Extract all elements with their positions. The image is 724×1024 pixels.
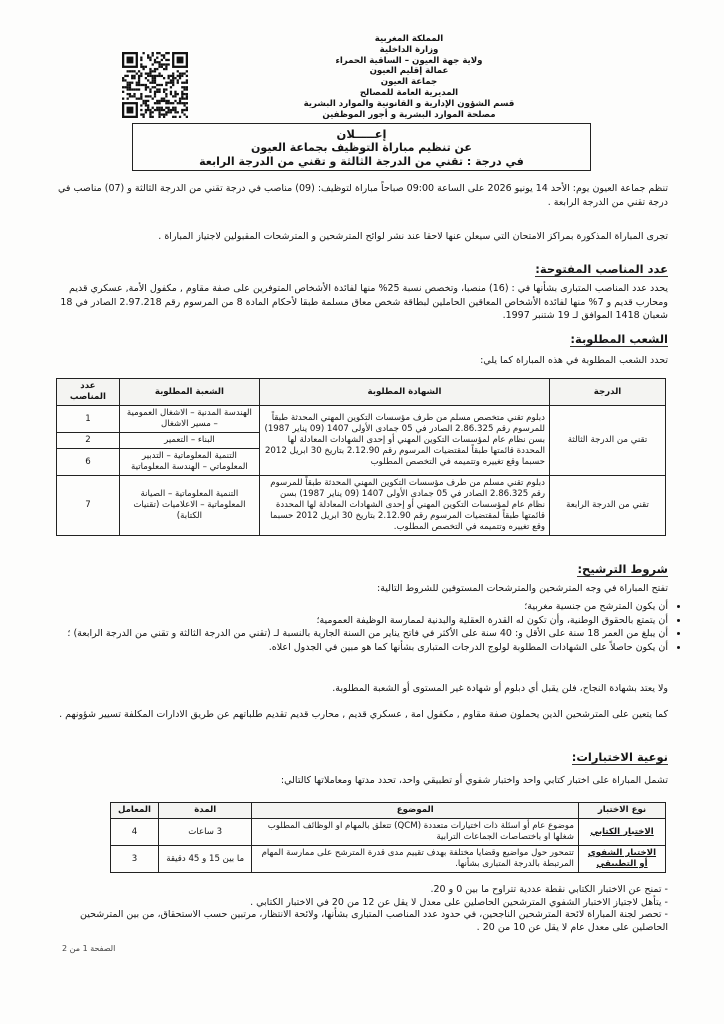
table-row <box>57 476 666 536</box>
letterhead-line: عمالة إقليم العيون <box>369 66 449 77</box>
tests-note: - تمنح عن الاختبار الكتابي نقطة عددية تتراوح ما بين 0 و 20. <box>430 884 668 895</box>
announcement-label: إعـــــلان <box>336 127 387 141</box>
letterhead-line: جماعة العيون <box>380 77 438 88</box>
header-coefficient: المعامل <box>111 803 159 819</box>
branch-cell: البناء – التعمير <box>119 433 259 449</box>
conditions-heading: شروط الترشيح: <box>577 562 668 576</box>
exam-centers-paragraph: تجرى المباراة المذكورة بمراكز الامتحان التي سيعلن عنها لاحقا عند نشر لوائح المترشحين و المترشحات المقبولين لاجتياز المباراة . <box>158 231 668 242</box>
diploma-cell: دبلوم تقني مسلم من طرف مؤسسات التكوين المهني المحدثة طبقاً للمرسوم رقم 2.86.325 الصادر في 05 جمادى الأولى 1407 (09 يناير 1987) بسن نظام عام لمؤسسات التكوين المهني أو إحدى الشهادات المعادلة لها المحددة قائمتها طبقاً لمقتضيات المرسوم رقم 2.12.90 بتاريخ 30 ابريل 2012 حسبما وقع تغييره وتتميمه في التخصص المطلوب. <box>260 476 550 536</box>
tests-notes <box>48 884 668 934</box>
list-item: • أن يكون المترشح من جنسية مغربية؛ <box>56 600 668 614</box>
announcement-subject: عن تنظيم مباراة التوظيف بجماعة العيون <box>251 141 472 154</box>
tests-heading: نوعية الاختبارات: <box>571 750 668 764</box>
qr-code-pattern <box>122 52 188 118</box>
table-row <box>111 846 666 873</box>
branches-heading: الشعب المطلوبة: <box>570 332 668 346</box>
count-cell: 1 <box>57 406 120 433</box>
posts-heading: عدد المناصب المفتوحة: <box>535 262 668 276</box>
list-item: • أن يبلغ من العمر 18 سنة على الأقل و: 40 سنة على الأكثر في فاتح يناير من السنة الجارية بالنسبة لـ (تقني من الدرجة الثالثة و تقني من الدرجة الرابعة) ؛ <box>56 627 668 641</box>
count-cell: 7 <box>57 476 120 536</box>
branch-cell: الهندسة المدنية – الاشغال العمومية – مسير الاشغال <box>119 406 259 433</box>
letterhead <box>279 34 539 120</box>
table-header-row <box>111 803 666 819</box>
letterhead-line: قسم الشؤون الإدارية و القانونية والموارد البشرية <box>303 98 515 109</box>
tests-note: - تحصر لجنة المباراة لائحة المترشحين الناجحين، في حدود عدد المناصب المتبارى بشأنها، ولائحة الانتظار، مرتبين حسب الاستحقاق، من بين المترشحين الحاصلين على معدل عام لا يقل عن 10 من 20 . <box>80 909 668 933</box>
header-duration: المدة <box>158 803 252 819</box>
header-test-type: نوع الاختبار <box>578 803 665 819</box>
test-coefficient-cell: 4 <box>111 819 159 846</box>
branches-intro: تحدد الشعب المطلوبة في هذه المباراة كما يلي: <box>480 355 668 366</box>
tests-intro: تشمل المباراة على اختبار كتابي واحد واختبار شفوي أو تطبيقي واحد، تحدد مدتها ومعاملاتها كالتالي: <box>280 775 668 786</box>
page-number: الصفحة 1 من 2 <box>62 944 116 953</box>
letterhead-line: وزارة الداخلية <box>379 44 439 55</box>
conditions-intro: تفتح المباراة في وجه المترشحين والمترشحات المستوفين للشروط التالية: <box>377 583 668 594</box>
letterhead-line: ولاية جهة العيون – الساقية الحمراء <box>335 55 483 66</box>
letterhead-line: المملكة المغربية <box>374 34 444 44</box>
branch-cell: التنمية المعلوماتية – الصيانة المعلوماتية – الاعلاميات (تقنيات الكتابة) <box>119 476 259 536</box>
table-row <box>57 406 666 433</box>
announcement-box <box>132 123 591 171</box>
branch-cell: التنمية المعلوماتية – التدبير المعلوماتي – الهندسة المعلوماتية <box>119 449 259 476</box>
branches-table <box>56 378 666 536</box>
count-cell: 6 <box>57 449 120 476</box>
header-grade: الدرجة <box>550 379 666 406</box>
table-header-row <box>57 379 666 406</box>
test-type-cell: الاختبار الشفوي أو التطبيقي <box>578 846 665 873</box>
conditions-veterans-note: كما يتعين على المترشحين الدين يحملون صفة مقاوم , مكفول امة , عسكري قديم , محارب قديم تقديم طلباتهم عن طريق الادارات المكلفة تسيير شؤونهم . <box>59 709 668 720</box>
test-type-cell: الاختبار الكتابي <box>578 819 665 846</box>
letterhead-line: مصلحة الموارد البشرية و أجور الموظفين <box>322 109 496 120</box>
header-diploma: الشهادة المطلوبة <box>260 379 550 406</box>
test-coefficient-cell: 3 <box>111 846 159 873</box>
posts-paragraph: يحدد عدد المناصب المتبارى بشأنها في : (16) منصبا، وتخصص نسبة 25% منها لفائدة الأشخاص المتوفرين على صفة مقاوم , مكفول الأمة, عسكري قديم ومحارب قديم و 7% منها لفائدة الأشخاص المعاقين الحاملين لبطاقة شخص معاق مسلمة طبقا لأحكام المادة 8 من المرسوم رقم 2.97.218 الصادر في 18 شعبان 1418 الموافق لـ 19 شتنبر 1997. <box>60 283 668 321</box>
header-count: عدد المناصب <box>57 379 120 406</box>
diploma-cell: دبلوم تقني متخصص مسلم من طرف مؤسسات التكوين المهني المحدثة طبقاً للمرسوم رقم 2.86.325 الصادر في 05 جمادى الأولى 1407 (09 يناير 1987) بسن نظام عام لمؤسسات التكوين المهني أو إحدى الشهادات المعادلة لها المحددة قائمتها طبقاً لمقتضيات المرسوم رقم 2.12.90 بتاريخ 30 ابريل 2012 حسبما وقع تغييره وتتميمه في التخصص المطلوب <box>260 406 550 476</box>
test-duration-cell: 3 ساعات <box>158 819 252 846</box>
header-branch: الشعبة المطلوبة <box>119 379 259 406</box>
conditions-note: ولا يعتد بشهادة النجاح، فلن يقبل أي دبلوم أو شهادة غير المستوى أو الشعبة المطلوبة. <box>332 683 668 694</box>
announcement-grades: في درجة : تقني من الدرجة الثالثة و تقني من الدرجة الرابعة <box>199 155 524 168</box>
tests-table <box>110 802 666 873</box>
test-subject-cell: موضوع عام أو اسئلة ذات اختيارات متعددة (QCM) تتعلق بالمهام او الوظائف المطلوب شغلها او باختصاصات الجماعات الترابية <box>252 819 578 846</box>
list-item: • أن يكون حاصلاً على الشهادات المطلوبة لولوج الدرجات المتبارى بشأنها كما هو مبين في الجدول اعلاه. <box>56 641 668 655</box>
list-item: • أن يتمتع بالحقوق الوطنية، وأن تكون له القدرة العقلية والبدنية لممارسة الوظيفة العمومية؛ <box>56 614 668 628</box>
table-row <box>111 819 666 846</box>
letterhead-line: المديرية العامة للمصالح <box>359 87 459 98</box>
grade-cell: تقني من الدرجة الرابعة <box>550 476 666 536</box>
test-duration-cell: ما بين 15 و 45 دقيقة <box>158 846 252 873</box>
test-subject-cell: تتمحور حول مواضيع وقضايا مختلفة بهدف تقييم مدى قدرة المترشح على ممارسة المهام المرتبطة بالدرجة المتبارى بشأنها. <box>252 846 578 873</box>
tests-note: - يتأهل لاجتياز الاختبار الشفوي المترشحين الحاصلين على معدل لا يقل عن 12 من 20 في الاختبار الكتابي . <box>250 896 668 908</box>
count-cell: 2 <box>57 433 120 449</box>
header-subject: الموضوع <box>252 803 578 819</box>
grade-cell: تقني من الدرجة الثالثة <box>550 406 666 476</box>
intro-paragraph: تنظم جماعة العيون يوم: الأحد 14 يونيو 2026 على الساعة 09:00 صباحاً مباراة لتوظيف: (09) مناصب في درجة تقني من الدرجة الثالثة و (07) مناصب في درجة تقني من الدرجة الرابعة . <box>58 183 668 208</box>
qr-code <box>122 52 188 118</box>
conditions-list <box>56 600 680 654</box>
